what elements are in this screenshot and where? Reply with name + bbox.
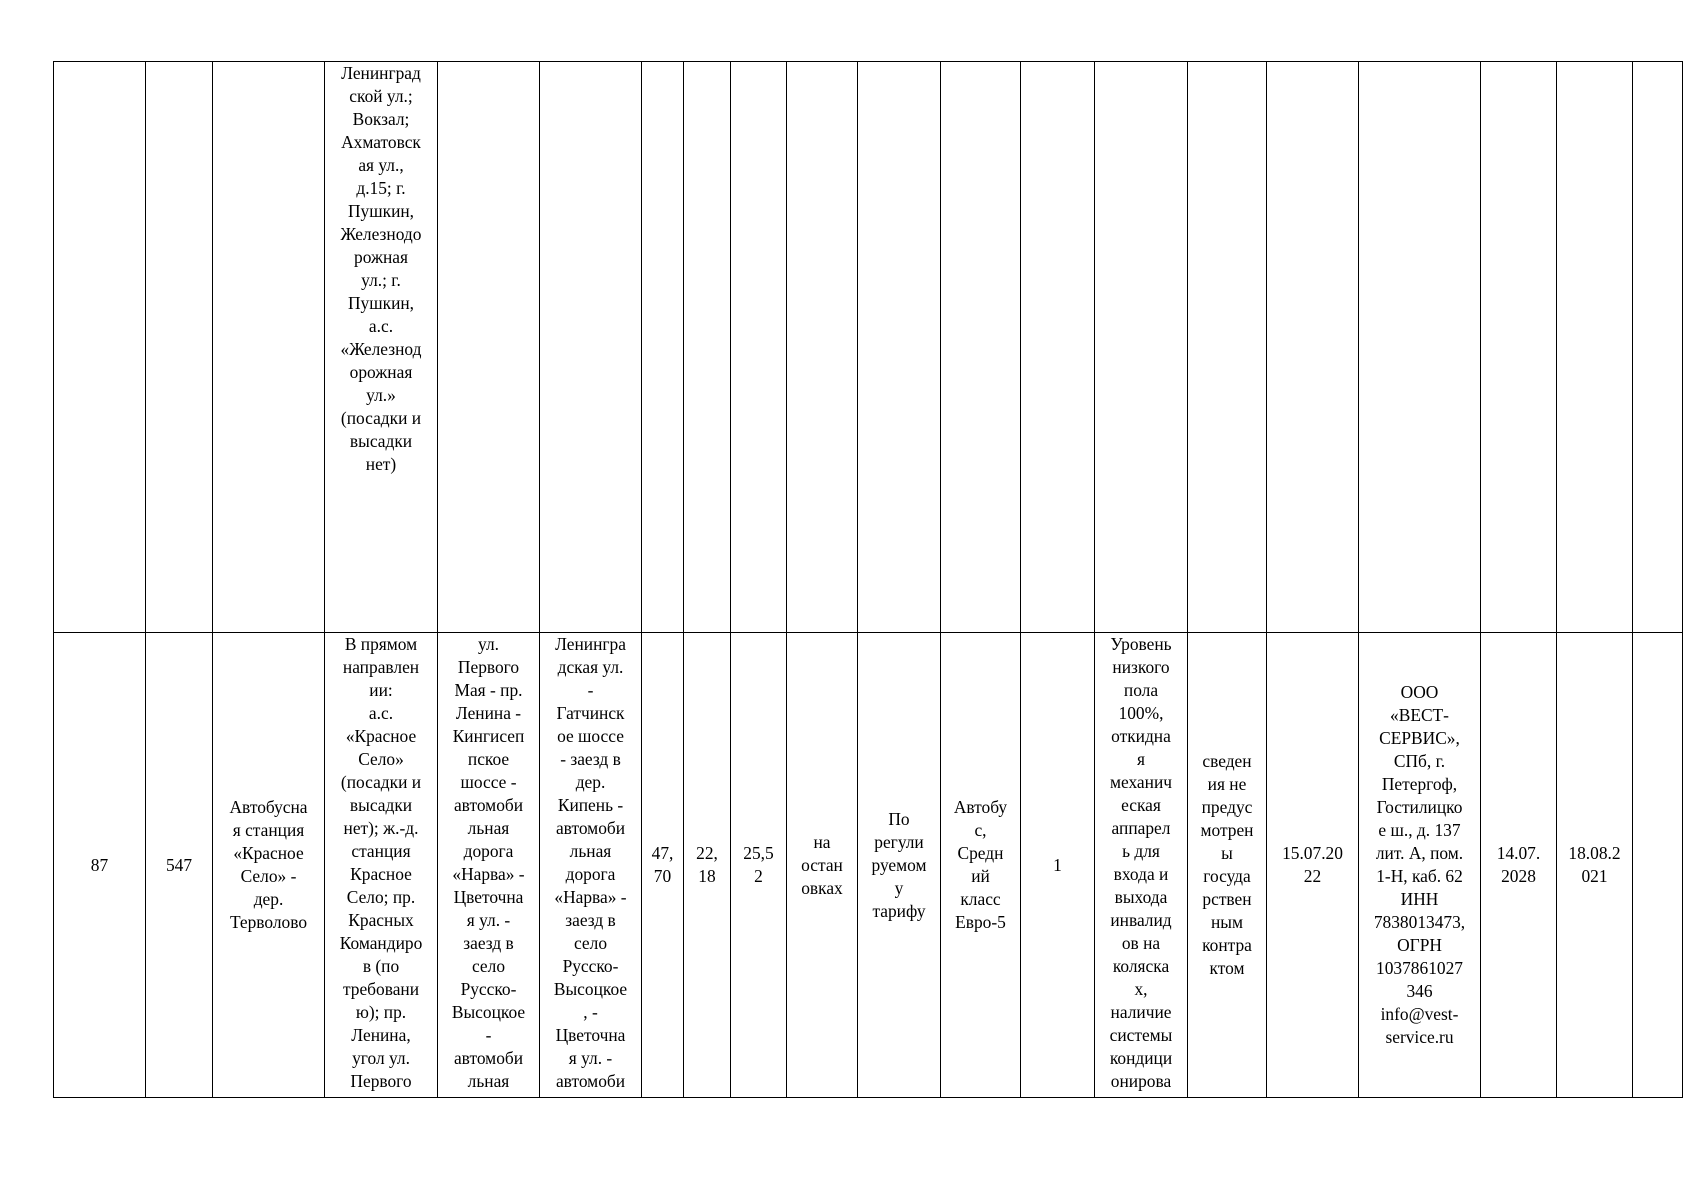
cell-empty <box>1633 62 1683 633</box>
cell-empty <box>1557 62 1633 633</box>
cell-empty <box>731 62 787 633</box>
cell-empty <box>438 62 540 633</box>
cell-empty <box>1481 62 1557 633</box>
stop-order: на остан овках <box>787 633 858 1098</box>
routes-registry-table <box>53 61 1683 1098</box>
contract-info: сведен ия не предус мотрен ы госуда рствен ным контра ктом <box>1188 633 1267 1098</box>
extra-column <box>1633 633 1683 1098</box>
route-streets-reverse: Ленингра дская ул. - Гатчинск ое шоссе - заезд в дер. Кипень - автомоби льная дорога «Нарва» - заезд в село Русско- Высоцкое , - Цветочна я ул. - автомоби <box>540 633 642 1098</box>
cell-empty <box>540 62 642 633</box>
end-date: 14.07. 2028 <box>1481 633 1557 1098</box>
carrier-info: ООО «ВЕСТ- СЕРВИС», СПб, г. Петергоф, Гостилицко е ш., д. 137 лит. А, пом. 1-Н, каб. 62 ИНН 7838013473, ОГРН 1037861027 346 info@vest- service.ru <box>1359 633 1481 1098</box>
length-reverse: 22, 18 <box>684 633 731 1098</box>
cell-empty <box>858 62 941 633</box>
route-row <box>54 633 1683 1098</box>
tariff: По регули руемом у тарифу <box>858 633 941 1098</box>
cell-empty <box>642 62 684 633</box>
cell-empty <box>1188 62 1267 633</box>
route-name: Автобусна я станция «Красное Село» - дер. Терволово <box>213 633 325 1098</box>
continuation-row <box>54 62 1683 633</box>
start-date: 15.07.20 22 <box>1267 633 1359 1098</box>
cell-empty <box>1021 62 1095 633</box>
route-stops-continued: Ленинград ской ул.; Вокзал; Ахматовск ая ул., д.15; г. Пушкин, Железнодо рожная ул.; г. Пушкин, а.с. «Железнод орожная ул.» (посадки и высадки нет) <box>325 62 438 633</box>
cell-empty <box>684 62 731 633</box>
cell-empty <box>146 62 213 633</box>
cell-empty <box>213 62 325 633</box>
vehicle-count: 1 <box>1021 633 1095 1098</box>
route-streets-forward: ул. Первого Мая - пр. Ленина - Кингисеп пское шоссе - автомоби льная дорога «Нарва» - Цветочна я ул. - заезд в село Русско- Высоцкое - автомоби льная <box>438 633 540 1098</box>
length-forward: 47, 70 <box>642 633 684 1098</box>
cell-empty <box>1359 62 1481 633</box>
route-stops: В прямом направлен ии: а.с. «Красное Село» (посадки и высадки нет); ж.-д. станция Красное Село; пр. Красных Командиро в (по требовани ю); пр. Ленина, угол ул. Первого <box>325 633 438 1098</box>
route-number: 547 <box>146 633 213 1098</box>
cell-empty <box>1267 62 1359 633</box>
row-number: 87 <box>54 633 146 1098</box>
cell-empty <box>54 62 146 633</box>
vehicle-type: Автобу с, Средн ий класс Евро-5 <box>941 633 1021 1098</box>
cell-empty <box>1095 62 1188 633</box>
registry-date: 18.08.2 021 <box>1557 633 1633 1098</box>
cell-empty <box>941 62 1021 633</box>
length-total: 25,5 2 <box>731 633 787 1098</box>
cell-empty <box>787 62 858 633</box>
vehicle-features: Уровень низкого пола 100%, откидна я механич еская аппарел ь для входа и выхода инвалид ов на коляска х, наличие системы кондици онирова <box>1095 633 1188 1098</box>
